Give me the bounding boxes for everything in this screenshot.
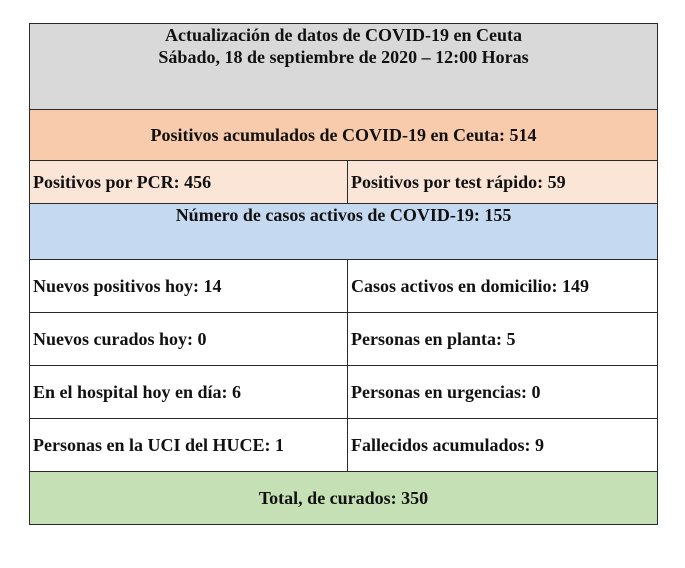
acumulados-cell: Positivos acumulados de COVID-19 en Ceuta: 514 xyxy=(30,110,658,161)
total-curados-cell: Total, de curados: 350 xyxy=(30,472,658,525)
nuevos-curados-cell: Nuevos curados hoy: 0 xyxy=(30,313,348,366)
activos-row xyxy=(30,204,658,260)
acumulados-row xyxy=(30,110,658,161)
table-row xyxy=(30,366,658,419)
personas-uci-cell: Personas en la UCI del HUCE: 1 xyxy=(30,419,348,472)
total-row xyxy=(30,472,658,525)
test-rapido-cell: Positivos por test rápido: 59 xyxy=(348,161,658,204)
title-cell xyxy=(30,24,658,110)
personas-planta-cell: Personas en planta: 5 xyxy=(348,313,658,366)
title-line-2: Sábado, 18 de septiembre de 2020 – 12:00 Horas xyxy=(158,47,529,67)
title-line-1: Actualización de datos de COVID-19 en Ceuta xyxy=(165,25,522,45)
hospital-hoy-cell: En el hospital hoy en día: 6 xyxy=(30,366,348,419)
casos-domicilio-cell: Casos activos en domicilio: 149 xyxy=(348,260,658,313)
pcr-test-row xyxy=(30,161,658,204)
table-row xyxy=(30,313,658,366)
personas-urgencias-cell: Personas en urgencias: 0 xyxy=(348,366,658,419)
covid-data-table xyxy=(29,23,658,525)
table-row xyxy=(30,260,658,313)
nuevos-positivos-cell: Nuevos positivos hoy: 14 xyxy=(30,260,348,313)
title-row xyxy=(30,24,658,110)
fallecidos-cell: Fallecidos acumulados: 9 xyxy=(348,419,658,472)
table-row xyxy=(30,419,658,472)
activos-cell: Número de casos activos de COVID-19: 155 xyxy=(30,204,658,260)
pcr-cell: Positivos por PCR: 456 xyxy=(30,161,348,204)
